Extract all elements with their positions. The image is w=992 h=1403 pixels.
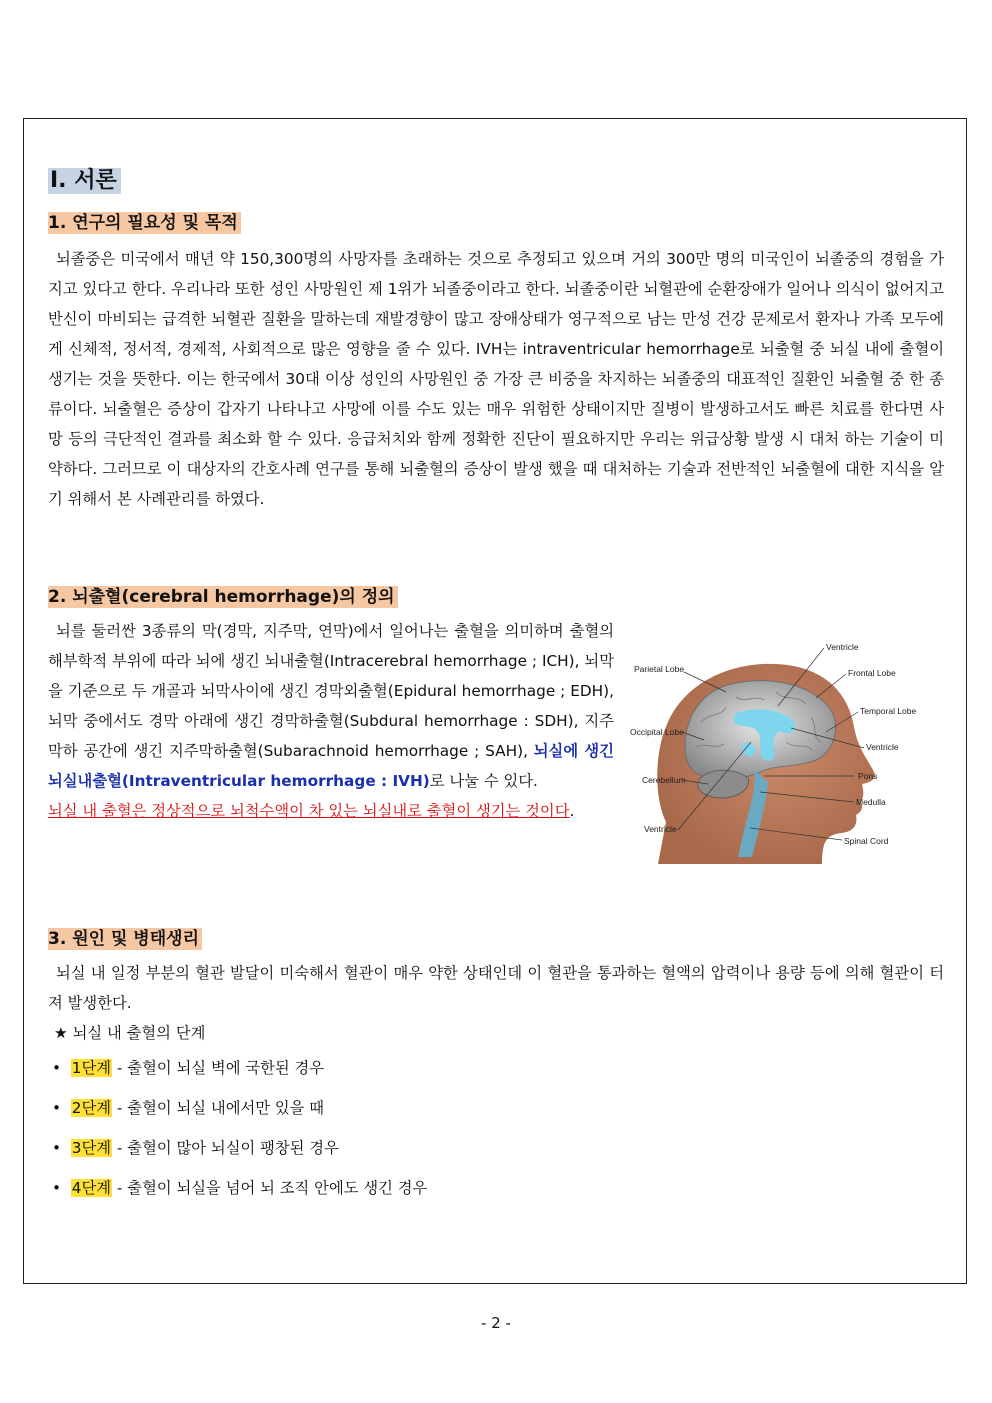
label-ventricle-top: Ventricle [826, 642, 859, 652]
label-ventricle-mid: Ventricle [866, 742, 899, 752]
section-3-heading: 3. 원인 및 병태생리 [48, 928, 202, 950]
stage-item [52, 1176, 427, 1200]
bullet: • [52, 1179, 62, 1197]
section-2-heading: 2. 뇌출혈(cerebral hemorrhage)의 정의 [48, 586, 398, 608]
stage-item [52, 1056, 324, 1080]
stages-subtitle: ★ 뇌실 내 출혈의 단계 [54, 1024, 206, 1042]
stage-item [52, 1096, 324, 1120]
label-temporal-lobe: Temporal Lobe [860, 706, 917, 716]
label-ventricle-bottom: Ventricle [644, 824, 677, 834]
bullet: • [52, 1139, 62, 1157]
label-cerebellum: Cerebellum [642, 775, 686, 785]
section-1-body: 뇌졸중은 미국에서 매년 약 150,300명의 사망자를 초래하는 것으로 추정되고 있으며 거의 300만 명의 미국인이 뇌졸중의 경험을 가지고 있다고 한다. 우리나라 또한 성인 사망원인 제 1위가 뇌졸중이라고 한다. 뇌졸중이란 뇌혈관에 순환장애가 일어나 의식이 없어지고 반신이 마비되는 급격한 뇌혈관 질환을 말하는데 재발경향이 많고 장애상태가 영구적으로 남는 만성 건강 문제로서 환자나 가족 모두에게 신체적, 정서적, 경제적, 사회적으로 많은 영향을 줄 수 있다. IVH는 intraventricular hemorrhage로 뇌출혈 중 뇌실 내에 출혈이 생기는 것을 뜻한다. 이는 한국에서 30대 이상 성인의 사망원인 중 가장 큰 비중을 차지하는 뇌졸중의 대표적인 질환인 뇌출혈 중 한 종류이다. 뇌출혈은 증상이 갑자기 나타나고 사망에 이를 수도 있는 매우 위험한 상태이지만 질병이 발생하고서도 빠른 치료를 한다면 사망 등의 극단적인 결과를 최소화 할 수 있다. 응급처치와 함께 정확한 진단이 필요하지만 우리는 위급상황 발생 시 대처 하는 기술이 미약하다. 그러므로 이 대상자의 간호사례 연구를 통해 뇌출혈의 증상이 발생 했을 때 대처하는 기술과 전반적인 뇌출혈에 대한 지식을 알기 위해서 본 사례관리를 하였다. [48, 250, 944, 508]
page-number: - 2 - [481, 1314, 511, 1332]
stage-text: - 출혈이 뇌실 내에서만 있을 때 [112, 1099, 325, 1117]
stage-label: 2단계 [71, 1099, 112, 1117]
label-medulla: Medulla [856, 797, 886, 807]
brain-anatomy-figure [626, 632, 926, 867]
stage-label: 1단계 [71, 1059, 112, 1077]
chapter-title: Ⅰ. 서론 [48, 168, 121, 194]
ivh-definition: 뇌실 내 출혈은 정상적으로 뇌척수액이 차 있는 뇌실내로 출혈이 생기는 것이다 [48, 802, 570, 820]
section-2-body-tail: 로 나눌 수 있다. [429, 772, 538, 790]
ivh-highlight: 뇌실에 생긴 뇌실내출혈(Intraventricular hemorrhage : IVH) [48, 742, 614, 790]
section-2-body [48, 616, 614, 826]
section-2-body-text: 뇌를 둘러싼 3종류의 막(경막, 지주막, 연막)에서 일어나는 출혈을 의미하며 출혈의 해부학적 부위에 따라 뇌에 생긴 뇌내출혈(Intracerebral hemorrhage ; ICH), 뇌막을 기준으로 두 개골과 뇌막사이에 생긴 경막외출혈(Epidural hemorrhage ; EDH), 뇌막 중에서도 경막 아래에 생긴 경막하출혈(Subdural hemorrhage : SDH), 지주막하 공간에 생긴 지주막하출혈(Subarachnoid hemorrhage ; SAH), [48, 622, 614, 760]
label-parietal-lobe: Parietal Lobe [634, 664, 685, 674]
stage-label: 3단계 [71, 1139, 112, 1157]
bullet: • [52, 1059, 62, 1077]
label-pons: Pons [858, 771, 878, 781]
section-3-body: 뇌실 내 일정 부분의 혈관 발달이 미숙해서 혈관이 매우 약한 상태인데 이 혈관을 통과하는 혈액의 압력이나 용량 등에 의해 혈관이 터져 발생한다. [48, 964, 944, 1012]
stage-text: - 출혈이 뇌실을 넘어 뇌 조직 안에도 생긴 경우 [112, 1179, 428, 1197]
ivh-definition-tail: . [569, 802, 575, 820]
stage-item [52, 1136, 339, 1160]
label-occipital-lobe: Occipital Lobe [630, 727, 684, 737]
label-frontal-lobe: Frontal Lobe [848, 668, 896, 678]
section-1-heading: 1. 연구의 필요성 및 목적 [48, 212, 241, 234]
bullet: • [52, 1099, 62, 1117]
stage-text: - 출혈이 뇌실 벽에 국한된 경우 [112, 1059, 325, 1077]
label-spinal-cord: Spinal Cord [844, 836, 889, 846]
stage-text: - 출혈이 많아 뇌실이 팽창된 경우 [112, 1139, 339, 1157]
stage-label: 4단계 [71, 1179, 112, 1197]
